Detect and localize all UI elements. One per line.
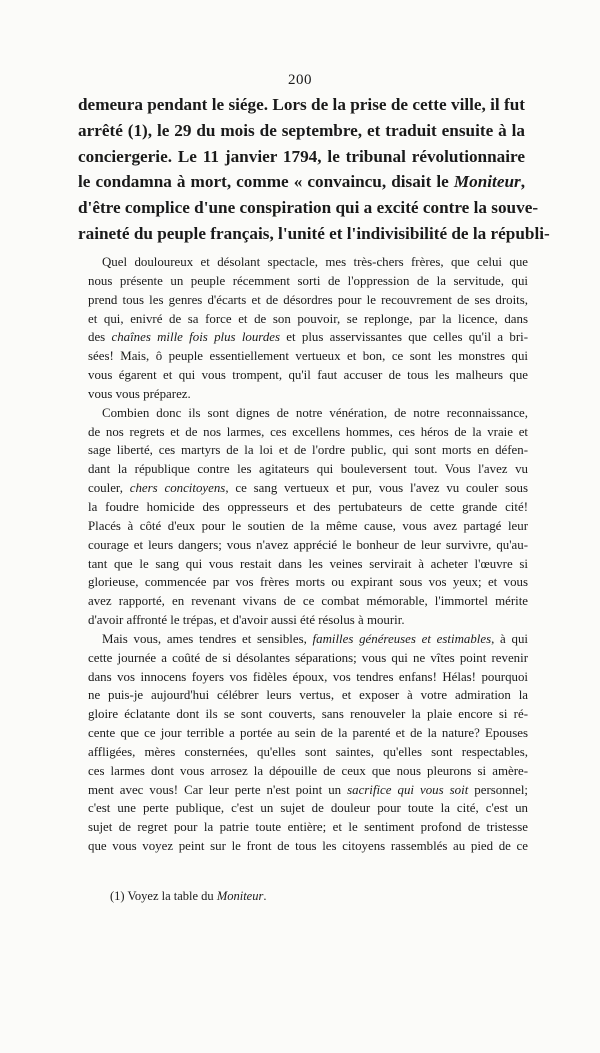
body-line: vous égarent et qui vous trompent, qu'il faut accuser de tous les malheurs que [88, 368, 528, 383]
body-line: c'est une perte publique, c'est un sujet de douleur pour toute la cité, c'est un [88, 801, 528, 816]
lead-line: le condamna à mort, comme « convaincu, disait le Moniteur, [78, 172, 525, 192]
body-line: cette journée a coûté de si désolantes séparations; vous qui ne vîtes point revenir [88, 650, 528, 665]
body-line: gloire éclatante dont ils se sont couverts, sans renouveler la plaie encore si ré- [88, 707, 528, 722]
body-line: sage liberté, ces martyrs de la loi et de l'ordre public, qui sont morts en défen- [88, 443, 528, 458]
body-line: glorieuse, commencée par vos frères morts ou expirant sous vos yeux; et vous [88, 575, 528, 590]
body-line: Combien donc ils sont dignes de notre vénération, de notre reconnaissance, [102, 405, 528, 420]
body-line: Placés à côté d'eux pour le soutien de la même cause, vous avez partagé leur [88, 518, 528, 533]
sermon-text [88, 253, 528, 856]
body-line: ne puis-je aujourd'hui célébrer leurs vertus, et exposer à votre admiration la [88, 688, 528, 703]
body-line: courage et leurs dangers; vous n'avez apprécié le bonheur de leur survivre, qu'au- [88, 537, 528, 552]
italic-word: chers concitoyens [129, 481, 226, 496]
body-line: des chaînes mille fois plus lourdes et plus asservissantes que celles qu'il a bri- [88, 330, 528, 345]
body-line: d'avoir affronté le trépas, et d'avoir aussi été résolus à mourir. [88, 613, 405, 628]
footnote: (1) Voyez la table du Moniteur. [110, 889, 267, 903]
body-line: vous vous préparez. [88, 386, 191, 401]
body-line: dans vos innocens foyers vos fidèles époux, vos tendres enfans! Hélas! pourquoi [88, 669, 528, 684]
lead-line: arrêté (1), le 29 du mois de septembre, et traduit ensuite à la [78, 120, 525, 140]
body-line: couler, chers concitoyens, ce sang vertueux et pur, vous l'avez vu couler sous [88, 481, 528, 496]
body-line: ces larmes dont vous arrosez la dépouille de ceux que nous pleurons si amère- [88, 763, 528, 778]
lead-line: conciergerie. Le 11 janvier 1794, le tribunal révolutionnaire [78, 146, 525, 166]
italic-word: sacrifice qui vous soit [347, 782, 469, 797]
body-line: tant que le sang qui vous restait dans les veines servirait à acheter l'œuvre si [88, 556, 528, 571]
lead-line: demeura pendant le siége. Lors de la prise de cette ville, il fut [78, 95, 525, 114]
body-line: avez rapporté, en revenant vivans de ce combat mémorable, l'immortel mérite [88, 594, 528, 609]
italic-word: Moniteur [453, 172, 521, 192]
body-line: affligées, mères consternées, qu'elles sont saintes, qu'elles sont respectables, [88, 744, 528, 759]
lead-line: raineté du peuple français, l'unité et l'indivisibilité de la républi- [78, 223, 550, 243]
body-line: prend tous les genres d'écarts et de désordres pour le recouvrement de ses droits, [88, 292, 528, 307]
body-line: Mais vous, ames tendres et sensibles, familles généreuses et estimables, à qui [102, 631, 528, 646]
body-line: sées! Mais, ô peuple essentiellement vertueux et bon, ce sont les monstres qui [88, 349, 528, 364]
body-line: que vous voyez peint sur le front de tous les citoyens rassemblés au pied de ce [88, 839, 528, 854]
body-line: la foudre homicide des oppresseurs et des pertubateurs de cette grande cité! [88, 499, 528, 514]
body-line: et qui, enivré de sa force et de son pouvoir, se replonge, par la licence, dans [88, 311, 528, 326]
body-line: nous présente un peuple récemment sorti de l'oppression de la servitude, qui [88, 273, 528, 288]
body-line: sujet de regret pour la patrie toute entière; et le sentiment profond de tristesse [88, 820, 528, 835]
page-number: 200 [288, 72, 312, 88]
italic-word: Moniteur [216, 889, 264, 903]
body-line: cente que ce jour terrible a portée au sein de la parenté et de la nature? Epouses [88, 726, 528, 741]
body-line: Quel douloureux et désolant spectacle, mes très-chers frères, que celui que [102, 255, 528, 269]
body-line: ment avec vous! Car leur perte n'est point un sacrifice qui vous soit personnel; [88, 782, 528, 797]
lead-paragraph [78, 92, 550, 247]
italic-word: familles généreuses et estimables [312, 631, 492, 646]
body-line: de nos regrets et de nos larmes, ces excellens hommes, ces héros de la vraie et [88, 424, 528, 439]
body-line: dant la république contre les agitateurs qui bouleversent tout. Vous l'avez vu [88, 462, 528, 477]
lead-line: d'être complice d'une conspiration qui a excité contre la souve- [78, 198, 539, 218]
italic-word: chaînes mille fois plus lourdes [111, 330, 281, 345]
